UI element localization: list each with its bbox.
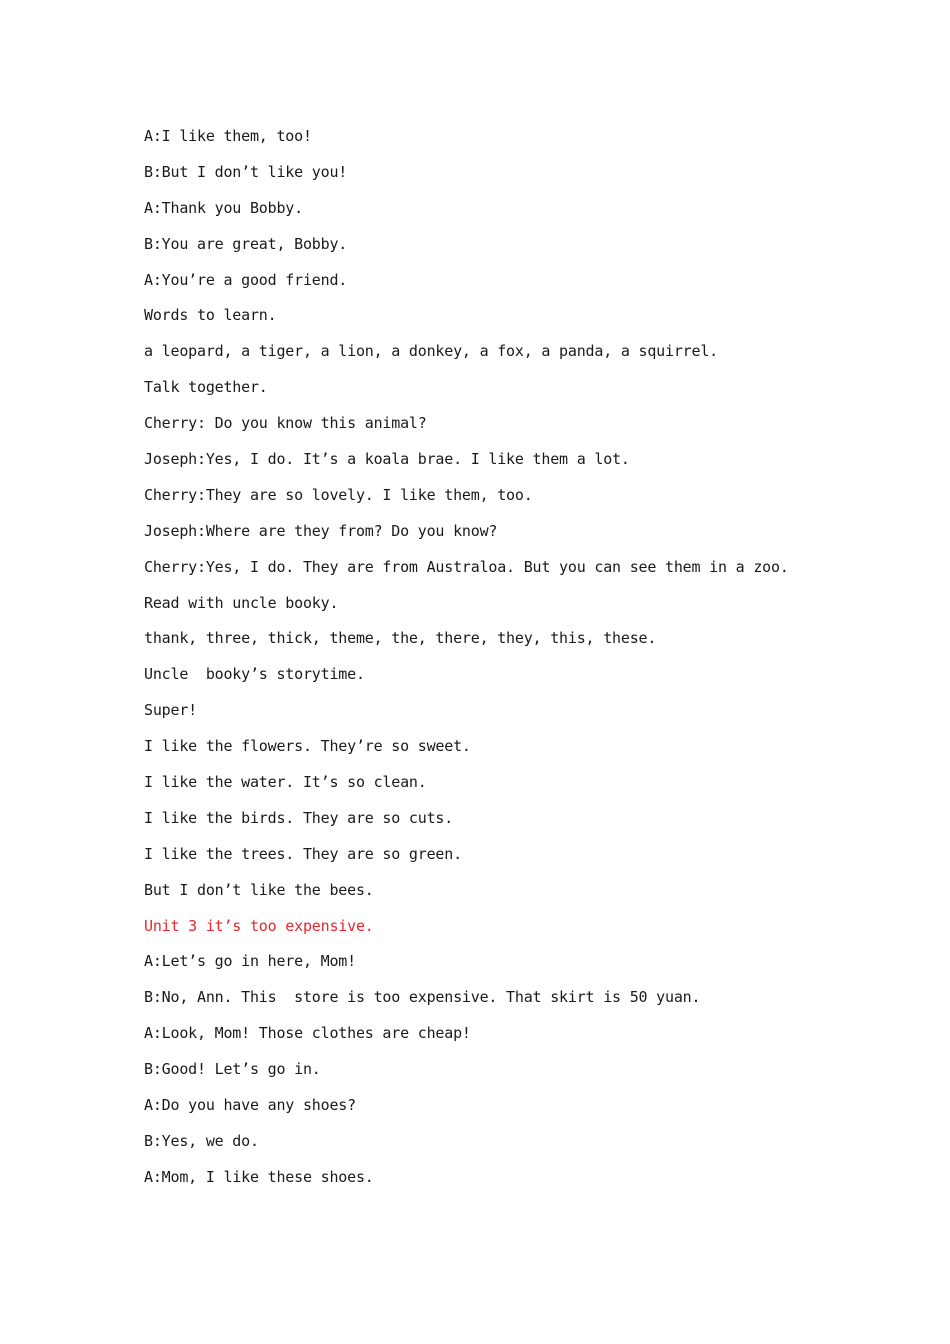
text-line: A:Mom, I like these shoes.: [144, 1167, 374, 1186]
text-line: A:Look, Mom! Those clothes are cheap!: [144, 1024, 471, 1043]
text-line: A:Thank you Bobby.: [144, 198, 303, 217]
text-line: thank, three, thick, theme, the, there, they, this, these.: [144, 629, 657, 648]
text-line: B:No, Ann. This store is too expensive. That skirt is 50 yuan.: [144, 988, 701, 1007]
text-line: I like the flowers. They’re so sweet.: [144, 737, 471, 756]
section-heading: Unit 3 it’s too expensive.: [144, 916, 374, 935]
text-line: A:Do you have any shoes?: [144, 1096, 356, 1115]
text-line: Super!: [144, 701, 197, 720]
text-line: B:Yes, we do.: [144, 1131, 259, 1150]
text-line: A:You’re a good friend.: [144, 270, 348, 289]
text-line: Cherry:Yes, I do. They are from Australoa. But you can see them in a zoo.: [144, 557, 789, 576]
text-line: Words to learn.: [144, 306, 277, 325]
text-line: Cherry: Do you know this animal?: [144, 414, 427, 433]
text-line: A:Let’s go in here, Mom!: [144, 952, 356, 971]
text-line: Read with uncle booky.: [144, 593, 339, 612]
text-line: B:You are great, Bobby.: [144, 234, 348, 253]
text-line: Talk together.: [144, 378, 268, 397]
text-line: Uncle booky’s storytime.: [144, 665, 365, 684]
text-line: a leopard, a tiger, a lion, a donkey, a fox, a panda, a squirrel.: [144, 342, 718, 361]
text-line: Joseph:Yes, I do. It’s a koala brae. I like them a lot.: [144, 450, 630, 469]
text-line: Cherry:They are so lovely. I like them, too.: [144, 485, 533, 504]
text-line: I like the birds. They are so cuts.: [144, 808, 454, 827]
text-line: But I don’t like the bees.: [144, 880, 374, 899]
document-body: [144, 119, 904, 1196]
text-line: B:Good! Let’s go in.: [144, 1060, 321, 1079]
text-line: I like the water. It’s so clean.: [144, 773, 427, 792]
text-line: I like the trees. They are so green.: [144, 844, 462, 863]
text-line: Joseph:Where are they from? Do you know?: [144, 521, 498, 540]
text-line: B:But I don’t like you!: [144, 162, 348, 181]
text-line: A:I like them, too!: [144, 127, 312, 145]
